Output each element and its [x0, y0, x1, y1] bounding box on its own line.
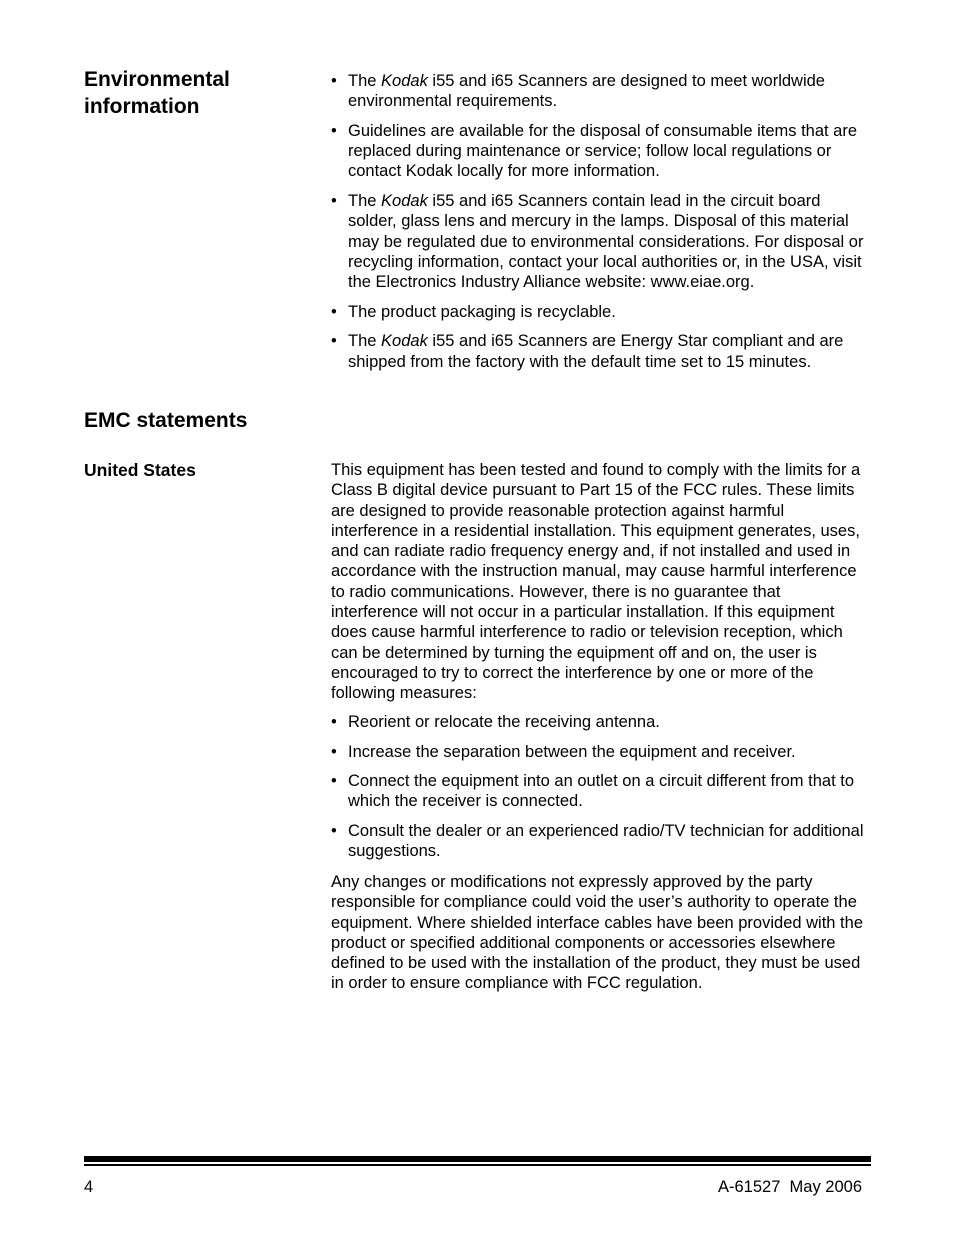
- list-item: • The Kodak i55 and i65 Scanners are Energy Star compliant and are shipped from the factory with the default time set to 15 minutes.: [331, 331, 871, 372]
- list-item: • Connect the equipment into an outlet on a circuit different from that to which the receiver is connected.: [331, 771, 871, 812]
- page-number: 4: [84, 1178, 94, 1196]
- footer-rule-thin: [84, 1164, 871, 1166]
- list-item: • Reorient or relocate the receiving antenna.: [331, 712, 871, 732]
- list-item: • Guidelines are available for the disposal of consumable items that are replaced during maintenance or service; follow local regulations or contact Kodak locally for more information.: [331, 121, 871, 182]
- modifications-paragraph: Any changes or modifications not expressly approved by the party responsible for compliance could void the user’s authority to operate the equipment. Where shielded interface cables have been provided with the product or specified additional components or accessories elsewhere defined to be used with the installation of the product, they must be used in order to ensure compliance with FCC regulation.: [331, 873, 863, 993]
- environmental-list: [331, 71, 871, 381]
- footer-rule-thick: [84, 1156, 871, 1162]
- united-states-heading: United States: [84, 460, 196, 480]
- emc-statements-heading: EMC statements: [84, 409, 248, 432]
- environmental-information-heading: Environmental information: [84, 68, 230, 118]
- list-item: • The product packaging is recyclable.: [331, 302, 871, 322]
- list-item: • The Kodak i55 and i65 Scanners are designed to meet worldwide environmental requirements.: [331, 71, 871, 112]
- interference-measures-list: [331, 712, 871, 871]
- list-item: • Consult the dealer or an experienced radio/TV technician for additional suggestions.: [331, 821, 871, 862]
- fcc-compliance-paragraph: This equipment has been tested and found to comply with the limits for a Class B digital device pursuant to Part 15 of the FCC rules. These limits are designed to provide reasonable protection against harmful interference in a residential installation. This equipment generates, uses, and can radiate radio frequency energy and, if not installed and used in accordance with the instruction manual, may cause harmful interference to radio communications. However, there is no guarantee that interference will not occur in a particular installation. If this equipment does cause harmful interference to radio or television reception, which can be determined by turning the equipment off and on, the user is encouraged to try to correct the interference by one or more of the following measures:: [331, 461, 861, 703]
- list-item: • Increase the separation between the equipment and receiver.: [331, 742, 871, 762]
- list-item: • The Kodak i55 and i65 Scanners contain lead in the circuit board solder, glass lens and mercury in the lamps. Disposal of this material may be regulated due to environmental considerations. For disposal or recycling information, contact your local authorities or, in the USA, visit the Electronics Industry Alliance website: www.eiae.org.: [331, 191, 871, 292]
- document-id: A-61527 May 2006: [717, 1178, 862, 1196]
